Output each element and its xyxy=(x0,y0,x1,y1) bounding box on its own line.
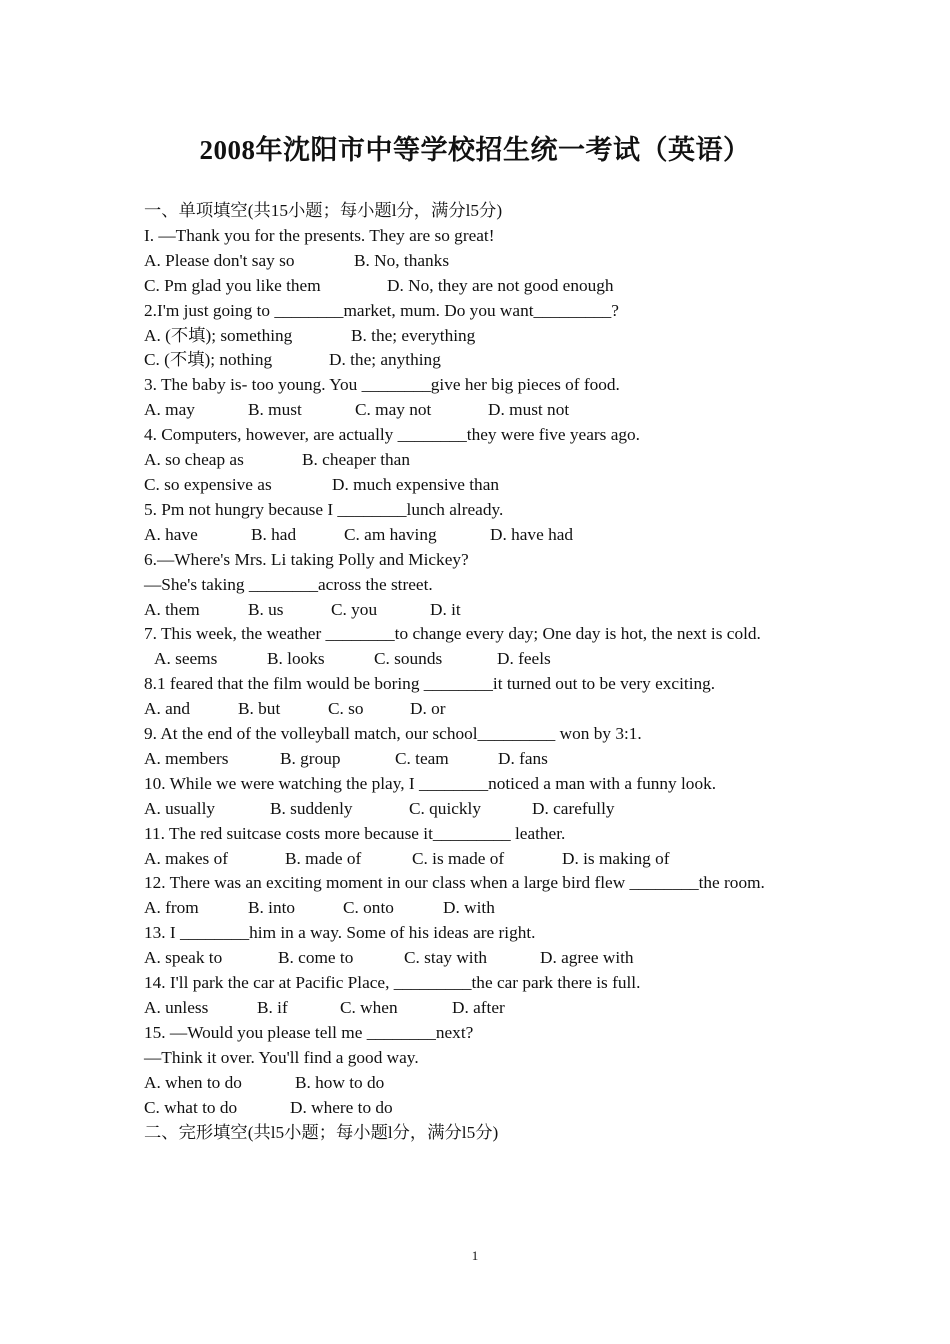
question-6-options xyxy=(144,598,806,623)
question-1-stem: I. —Thank you for the presents. They are so great! xyxy=(144,225,495,245)
question-2-option-b: B. the; everything xyxy=(351,325,476,345)
question-12-options xyxy=(144,896,806,921)
question-7-option-c: C. sounds xyxy=(374,649,443,669)
question-15-option-c: C. what to do xyxy=(144,1097,238,1117)
question-3-option-b: B. must xyxy=(248,400,302,420)
question-4-option-b: B. cheaper than xyxy=(302,450,410,470)
question-6-option-b: B. us xyxy=(248,599,284,619)
question-3-option-a: A. may xyxy=(144,400,195,420)
question-1-options-row2 xyxy=(144,274,806,299)
question-7-option-a: A. seems xyxy=(154,649,218,669)
question-1-option-b: B. No, thanks xyxy=(354,250,450,270)
question-8-option-d: D. or xyxy=(410,699,446,719)
question-4-option-d: D. much expensive than xyxy=(332,474,500,494)
question-5-option-c: C. am having xyxy=(344,524,437,544)
question-11-option-c: C. is made of xyxy=(412,848,505,868)
question-2-options-row2 xyxy=(144,348,806,373)
question-11-option-a: A. makes of xyxy=(144,848,228,868)
section1-header: 一、单项填空(共15小题；每小题l分，满分l5分) xyxy=(144,201,503,220)
question-13-option-c: C. stay with xyxy=(404,948,488,968)
question-14-stem: 14. I'll park the car at Pacific Place, _________the car park there is full. xyxy=(144,973,641,993)
question-12-option-c: C. onto xyxy=(343,898,394,918)
question-4-option-a: A. so cheap as xyxy=(144,450,244,470)
question-3-stem: 3. The baby is- too young. You ________give her big pieces of food. xyxy=(144,375,620,395)
question-5-option-d: D. have had xyxy=(490,524,574,544)
question-14-option-a: A. unless xyxy=(144,998,209,1017)
question-4-option-c: C. so expensive as xyxy=(144,474,272,494)
question-6-option-c: C. you xyxy=(331,599,378,619)
question-10-option-c: C. quickly xyxy=(409,798,482,818)
question-7-option-b: B. looks xyxy=(267,649,325,669)
question-4-stem: 4. Computers, however, are actually ________they were five years ago. xyxy=(144,425,640,445)
question-12-option-d: D. with xyxy=(443,898,495,918)
question-6-option-d: D. it xyxy=(430,599,461,619)
question-9-option-c: C. team xyxy=(395,748,449,768)
question-15-stem-reply: —Think it over. You'll find a good way. xyxy=(144,1047,419,1067)
question-5-options xyxy=(144,523,806,548)
question-8-option-b: B. but xyxy=(238,699,281,719)
question-14-option-c: C. when xyxy=(340,998,398,1017)
question-9-option-b: B. group xyxy=(280,748,341,768)
question-15-stem: 15. —Would you please tell me ________next? xyxy=(144,1022,474,1042)
question-7-options xyxy=(144,647,806,672)
question-14-options xyxy=(144,996,806,1021)
question-7-stem: 7. This week, the weather ________to change every day; One day is hot, the next is cold. xyxy=(144,624,761,644)
question-9-stem: 9. At the end of the volleyball match, our school_________ won by 3:1. xyxy=(144,724,642,744)
question-1-option-d: D. No, they are not good enough xyxy=(387,275,614,295)
question-6-option-a: A. them xyxy=(144,599,200,619)
question-5-option-a: A. have xyxy=(144,524,198,544)
question-12-option-a: A. from xyxy=(144,898,199,918)
question-6-stem-reply: —She's taking ________across the street. xyxy=(144,574,433,594)
question-14-option-d: D. after xyxy=(452,998,505,1017)
question-3-option-c: C. may not xyxy=(355,400,432,420)
question-5-option-b: B. had xyxy=(251,524,297,544)
question-8-option-c: C. so xyxy=(328,699,364,719)
question-8-options xyxy=(144,697,806,722)
question-3-option-d: D. must not xyxy=(488,400,570,420)
question-2-option-c: C. (不填); nothing xyxy=(144,350,273,370)
question-6-stem: 6.—Where's Mrs. Li taking Polly and Mickey? xyxy=(144,549,469,569)
question-5-stem: 5. Pm not hungry because I ________lunch already. xyxy=(144,499,504,519)
question-13-option-a: A. speak to xyxy=(144,948,223,968)
question-9-option-d: D. fans xyxy=(498,748,548,768)
question-11-stem: 11. The red suitcase costs more because it_________ leather. xyxy=(144,823,566,843)
question-7-option-d: D. feels xyxy=(497,649,551,669)
question-2-option-d: D. the; anything xyxy=(329,350,441,370)
question-8-option-a: A. and xyxy=(144,699,191,719)
question-11-option-d: D. is making of xyxy=(562,848,670,868)
question-9-options xyxy=(144,747,806,772)
question-8-stem: 8.1 feared that the film would be boring ________it turned out to be very exciting. xyxy=(144,674,716,694)
question-4-options-row1 xyxy=(144,448,806,473)
question-9-option-a: A. members xyxy=(144,748,229,768)
question-15-option-a: A. when to do xyxy=(144,1072,242,1092)
question-10-options xyxy=(144,797,806,822)
question-10-stem: 10. While we were watching the play, I ________noticed a man with a funny look. xyxy=(144,773,717,793)
question-3-options xyxy=(144,398,806,423)
question-13-option-d: D. agree with xyxy=(540,948,634,968)
question-10-option-a: A. usually xyxy=(144,798,216,818)
question-10-option-d: D. carefully xyxy=(532,798,615,818)
exam-content xyxy=(144,199,806,1145)
question-10-option-b: B. suddenly xyxy=(270,798,353,818)
question-1-options-row1 xyxy=(144,249,806,274)
question-2-options-row1 xyxy=(144,324,806,349)
question-12-stem: 12. There was an exciting moment in our class when a large bird flew ________the room. xyxy=(144,873,765,893)
question-2-stem: 2.I'm just going to ________market, mum. Do you want_________? xyxy=(144,300,619,320)
page-title: 2008年沈阳市中等学校招生统一考试（英语） xyxy=(199,135,751,165)
section2-header: 二、完形填空(共l5小题；每小题l分，满分l5分) xyxy=(144,1122,499,1142)
question-13-stem: 13. I ________him in a way. Some of his ideas are right. xyxy=(144,923,536,943)
question-1-option-c: C. Pm glad you like them xyxy=(144,275,321,295)
question-15-option-d: D. where to do xyxy=(290,1097,393,1117)
question-1-option-a: A. Please don't say so xyxy=(144,250,295,270)
question-11-options xyxy=(144,847,806,872)
question-15-option-b: B. how to do xyxy=(295,1072,385,1092)
question-11-option-b: B. made of xyxy=(285,848,362,868)
question-13-option-b: B. come to xyxy=(278,948,354,968)
question-4-options-row2 xyxy=(144,473,806,498)
question-15-options-row2 xyxy=(144,1096,806,1121)
question-13-options xyxy=(144,946,806,971)
question-15-options-row1 xyxy=(144,1071,806,1096)
question-12-option-b: B. into xyxy=(248,898,296,918)
question-14-option-b: B. if xyxy=(257,998,288,1017)
page-number: 1 xyxy=(471,1248,479,1263)
question-2-option-a: A. (不填); something xyxy=(144,325,293,345)
